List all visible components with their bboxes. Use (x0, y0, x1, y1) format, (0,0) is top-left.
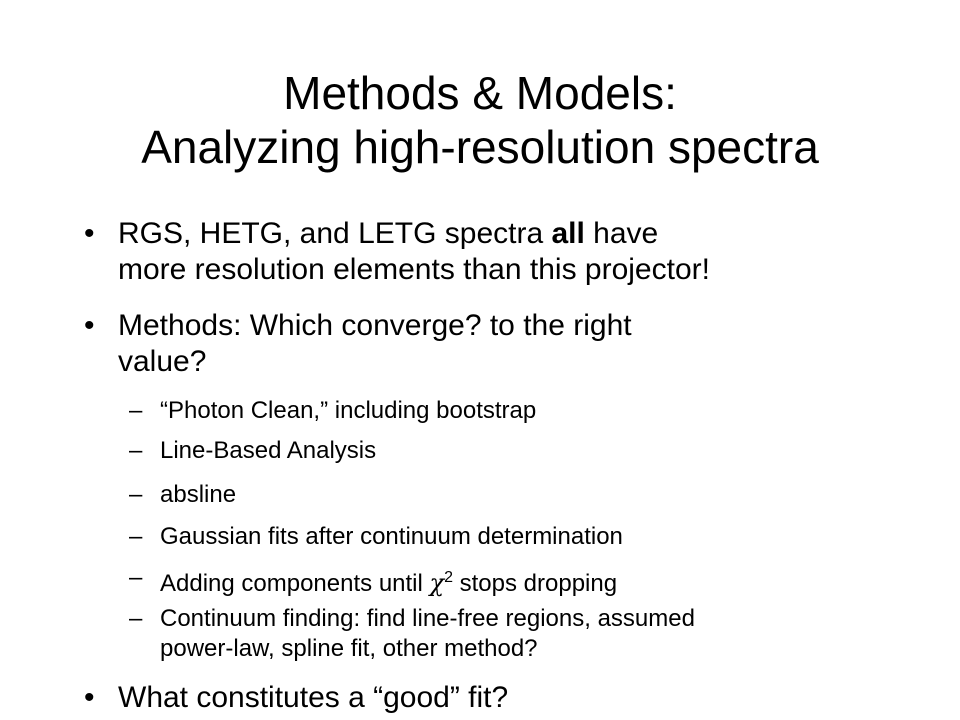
subbullet-photon-clean (129, 396, 537, 426)
dash-marker: – (129, 437, 143, 464)
bullet-methods (84, 308, 632, 380)
subbullet-line-based (129, 436, 377, 466)
dash-marker: – (129, 397, 143, 424)
subbullet-3-text: absline (160, 481, 237, 508)
dash-marker: – (129, 605, 143, 632)
bullet-2-line-1: Methods: Which converge? to the right (118, 309, 632, 342)
subbullet-adding-components (129, 563, 618, 599)
bullet-1-bold: all (551, 217, 585, 250)
bullet-3-text: What constitutes a “good” fit? (118, 681, 509, 714)
bullet-resolution (84, 216, 710, 288)
bullet-1-line-2: more resolution elements than this projector! (118, 253, 710, 286)
bullet-marker: • (84, 217, 95, 250)
subbullet-5-text-a: Adding components until (160, 570, 430, 597)
subbullet-continuum-finding (129, 604, 695, 664)
bullet-marker: • (84, 681, 95, 714)
subbullet-4-text: Gaussian fits after continuum determination (160, 523, 623, 550)
subbullet-6-line-2: power-law, spline fit, other method? (160, 635, 538, 662)
title-line-1: Methods & Models: (283, 67, 677, 119)
subbullet-6-line-1: Continuum finding: find line-free regions, assumed (160, 605, 695, 632)
bullet-1-text-b: have (584, 217, 659, 250)
chi-symbol: χ (429, 569, 445, 597)
chi-exponent: 2 (444, 569, 453, 586)
bullet-good-fit (84, 680, 509, 716)
bullet-marker: • (84, 309, 95, 342)
subbullet-5-text-b: stops dropping (452, 570, 618, 597)
dash-marker: – (129, 481, 143, 508)
title-line-2: Analyzing high-resolution spectra (141, 121, 819, 173)
bullet-2-line-2: value? (118, 345, 207, 378)
subbullet-2-text: Line-Based Analysis (160, 437, 377, 464)
subbullet-absline (129, 480, 237, 510)
dash-marker: – (129, 564, 143, 591)
slide-title (0, 66, 960, 174)
bullet-1-text-a: RGS, HETG, and LETG spectra (118, 217, 552, 250)
subbullet-gaussian (129, 522, 623, 552)
dash-marker: – (129, 523, 143, 550)
subbullet-1-text: “Photon Clean,” including bootstrap (160, 397, 537, 424)
